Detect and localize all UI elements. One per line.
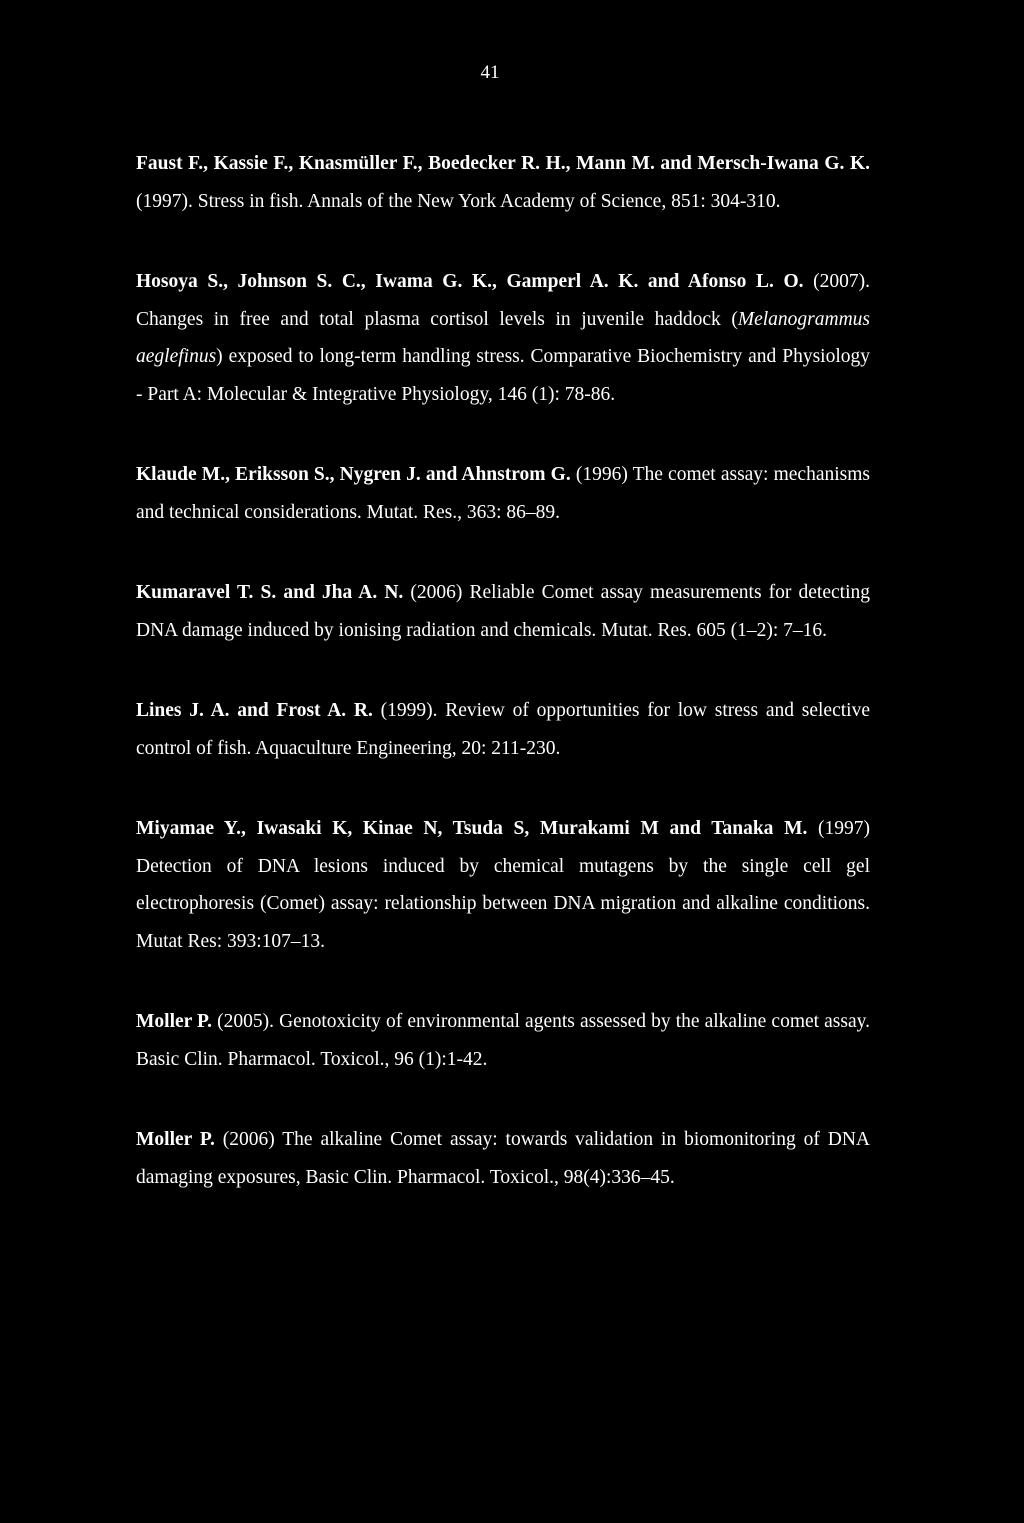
reference-authors: Klaude M., Eriksson S., Nygren J. and Ahnstrom G. xyxy=(136,464,571,485)
reference-authors: Miyamae Y., Iwasaki K, Kinae N, Tsuda S, Murakami M and Tanaka M. xyxy=(136,818,808,839)
reference-miyamae-1997 xyxy=(136,810,870,960)
reference-klaude-1996 xyxy=(136,456,870,531)
reference-details: (2005). Genotoxicity of environmental agents assessed by the alkaline comet assay. Basic Clin. Pharmacol. Toxicol., 96 (1):1-42. xyxy=(136,1011,871,1070)
reference-hosoya-2007 xyxy=(136,263,870,413)
reference-details-part2: ) exposed to long-term handling stress. Comparative Biochemistry and Physiology - Part A: Molecular & Integrative Physiology, 146 (1): 78-86. xyxy=(136,346,870,405)
reference-lines-1999 xyxy=(136,692,870,767)
reference-authors: Hosoya S., Johnson S. C., Iwama G. K., Gamperl A. K. and Afonso L. O. xyxy=(136,271,804,292)
reference-details: (1999). Review of opportunities for low stress and selective control of fish. Aquaculture Engineering, 20: 211-230. xyxy=(136,700,870,759)
reference-details: (1996) The comet assay: mechanisms and technical considerations. Mutat. Res., 363: 86–89. xyxy=(136,464,870,523)
reference-details: (1997) Detection of DNA lesions induced by chemical mutagens by the single cell gel electrophoresis (Comet) assay: relationship between DNA migration and alkaline conditions. Mutat Res: 393:107–13. xyxy=(136,818,870,952)
reference-moller-2006 xyxy=(136,1121,870,1196)
reference-details: (1997). Stress in fish. Annals of the New York Academy of Science, 851: 304-310. xyxy=(136,190,781,212)
reference-details-part1: (2007). Changes in free and total plasma cortisol levels in juvenile haddock ( xyxy=(136,271,870,330)
reference-list xyxy=(136,145,870,1239)
reference-authors: Kumaravel T. S. and Jha A. N. xyxy=(136,582,404,603)
reference-details: (2006) Reliable Comet assay measurements for detecting DNA damage induced by ionising radiation and chemicals. Mutat. Res. 605 (1–2): 7–16. xyxy=(136,582,870,641)
reference-authors: Moller P. xyxy=(136,1011,213,1032)
reference-authors: Faust F., Kassie F., Knasmüller F., Boedecker R. H., Mann M. and Mersch-Iwana G. K. xyxy=(136,153,870,174)
species-name: Melanogrammus aeglefinus xyxy=(136,308,870,367)
reference-kumaravel-2006 xyxy=(136,574,870,649)
reference-details: (2006) The alkaline Comet assay: towards validation in biomonitoring of DNA damaging exposures, Basic Clin. Pharmacol. Toxicol., 98(4):336–45. xyxy=(136,1129,870,1188)
reference-authors: Lines J. A. and Frost A. R. xyxy=(136,700,373,721)
page-number: 41 xyxy=(480,62,500,83)
reference-moller-2005 xyxy=(136,1003,870,1078)
reference-faust-1997 xyxy=(136,145,870,220)
reference-authors: Moller P. xyxy=(136,1129,215,1150)
